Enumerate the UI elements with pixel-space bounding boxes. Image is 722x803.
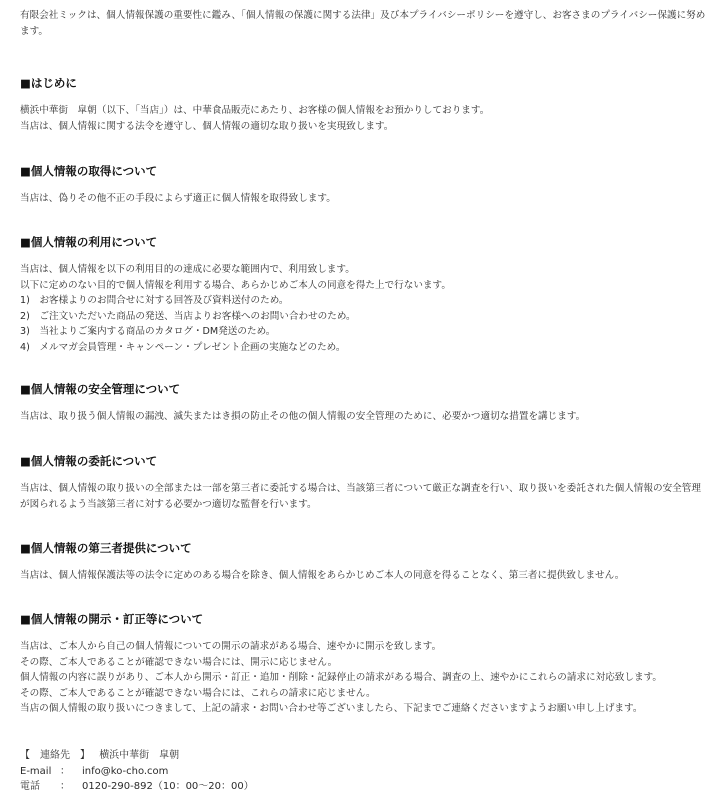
section-outsourcing	[20, 453, 710, 512]
section-heading: ■個人情報の委託について	[20, 454, 158, 468]
email-label: E-mail	[20, 765, 52, 777]
section-third-party	[20, 540, 710, 584]
section-line: 以下に定めのない目的で個人情報を利用する場合、あらかじめご本人の同意を得た上で行ないます。	[20, 279, 451, 291]
list-item: 4) メルマガ会員管理・キャンペーン・プレゼント企画の実施などのため。	[20, 341, 346, 353]
section-line: 当店は、個人情報を以下の利用目的の達成に必要な範囲内で、利用致します。	[20, 264, 355, 275]
list-item: 3) 当社よりご案内する商品のカタログ・DM発送のため。	[20, 326, 276, 338]
contact-block	[20, 748, 710, 795]
section-line: 当店は、取り扱う個人情報の漏洩、滅失またはき損の防止その他の個人情報の安全管理のために、必要かつ適切な措置を講じます。	[20, 411, 586, 422]
section-heading: ■はじめに	[20, 76, 77, 90]
section-disclosure	[20, 611, 710, 717]
section-heading: ■個人情報の取得について	[20, 164, 158, 178]
list-item: 2) ご注文いただいた商品の発送、当店よりお客様へのお問い合わせのため。	[20, 310, 356, 322]
phone-number: 0120-290-892（10：00～20：00）	[82, 781, 254, 793]
contact-name-row	[20, 748, 710, 764]
intro-text: 有限会社ミックは、個人情報保護の重要性に鑑み、「個人情報の保護に関する法律」及び本プライバシーポリシーを遵守し、お客さまのプライバシー保護に努めます。	[20, 10, 706, 37]
section-line: その際、ご本人であることが確認できない場合には、開示に応じません。	[20, 656, 338, 668]
privacy-policy-document	[20, 8, 710, 793]
section-line: 当店は、偽りその他不正の手段によらず適正に個人情報を取得致します。	[20, 193, 336, 204]
intro-paragraph	[20, 8, 710, 39]
contact-phone-row	[20, 779, 710, 795]
section-heading: ■個人情報の開示・訂正等について	[20, 612, 204, 626]
section-line: 当店は、ご本人から自己の個人情報についての開示の請求がある場合、速やかに開示を致します。	[20, 641, 442, 652]
contact-email-row	[20, 764, 710, 780]
phone-label: 電話	[20, 781, 40, 793]
section-line: 当店の個人情報の取り扱いにつきまして、上記の請求・お問い合わせ等ございましたら、下記までご連絡くださいますようお願い申し上げます。	[20, 703, 643, 715]
section-acquisition	[20, 163, 710, 207]
section-introduction	[20, 75, 710, 134]
section-heading: ■個人情報の第三者提供について	[20, 541, 192, 555]
section-heading: ■個人情報の安全管理について	[20, 382, 181, 396]
contact-label: 【 連絡先 】	[20, 750, 90, 761]
phone-separator: ：	[60, 781, 70, 793]
section-line: その際、ご本人であることが確認できない場合には、これらの請求に応じません。	[20, 687, 376, 699]
list-item: 1) お客様よりのお問合せに対する回答及び資料送付のため。	[20, 295, 289, 307]
section-line: 当店は、個人情報の取り扱いの全部または一部を第三者に委託する場合は、当該第三者について厳正な調査を行い、取り扱いを委託された個人情報の安全管理が図られるよう当該第三者に対する必要かつ適切な監督を行います。	[20, 483, 701, 510]
contact-name: 横浜中華街 皐朝	[99, 750, 180, 761]
section-line: 当店は、個人情報保護法等の法令に定めのある場合を除き、個人情報をあらかじめご本人の同意を得ることなく、第三者に提供致しません。	[20, 570, 625, 581]
section-usage	[20, 234, 710, 356]
section-heading: ■個人情報の利用について	[20, 235, 158, 249]
section-line: 当店は、個人情報に関する法令を遵守し、個人情報の適切な取り扱いを実現致します。	[20, 120, 394, 132]
section-line: 横浜中華街 皐朝（以下、「当店」）は、中華食品販売にあたり、お客様の個人情報をお預かりしております。	[20, 105, 490, 116]
email-address[interactable]: info@ko-cho.com	[82, 765, 169, 777]
email-separator: ：	[60, 765, 70, 777]
section-line: 個人情報の内容に誤りがあり、ご本人から開示・訂正・追加・削除・記録停止の請求がある場合、調査の上、速やかにこれらの請求に対応致します。	[20, 672, 663, 684]
section-security	[20, 381, 710, 425]
